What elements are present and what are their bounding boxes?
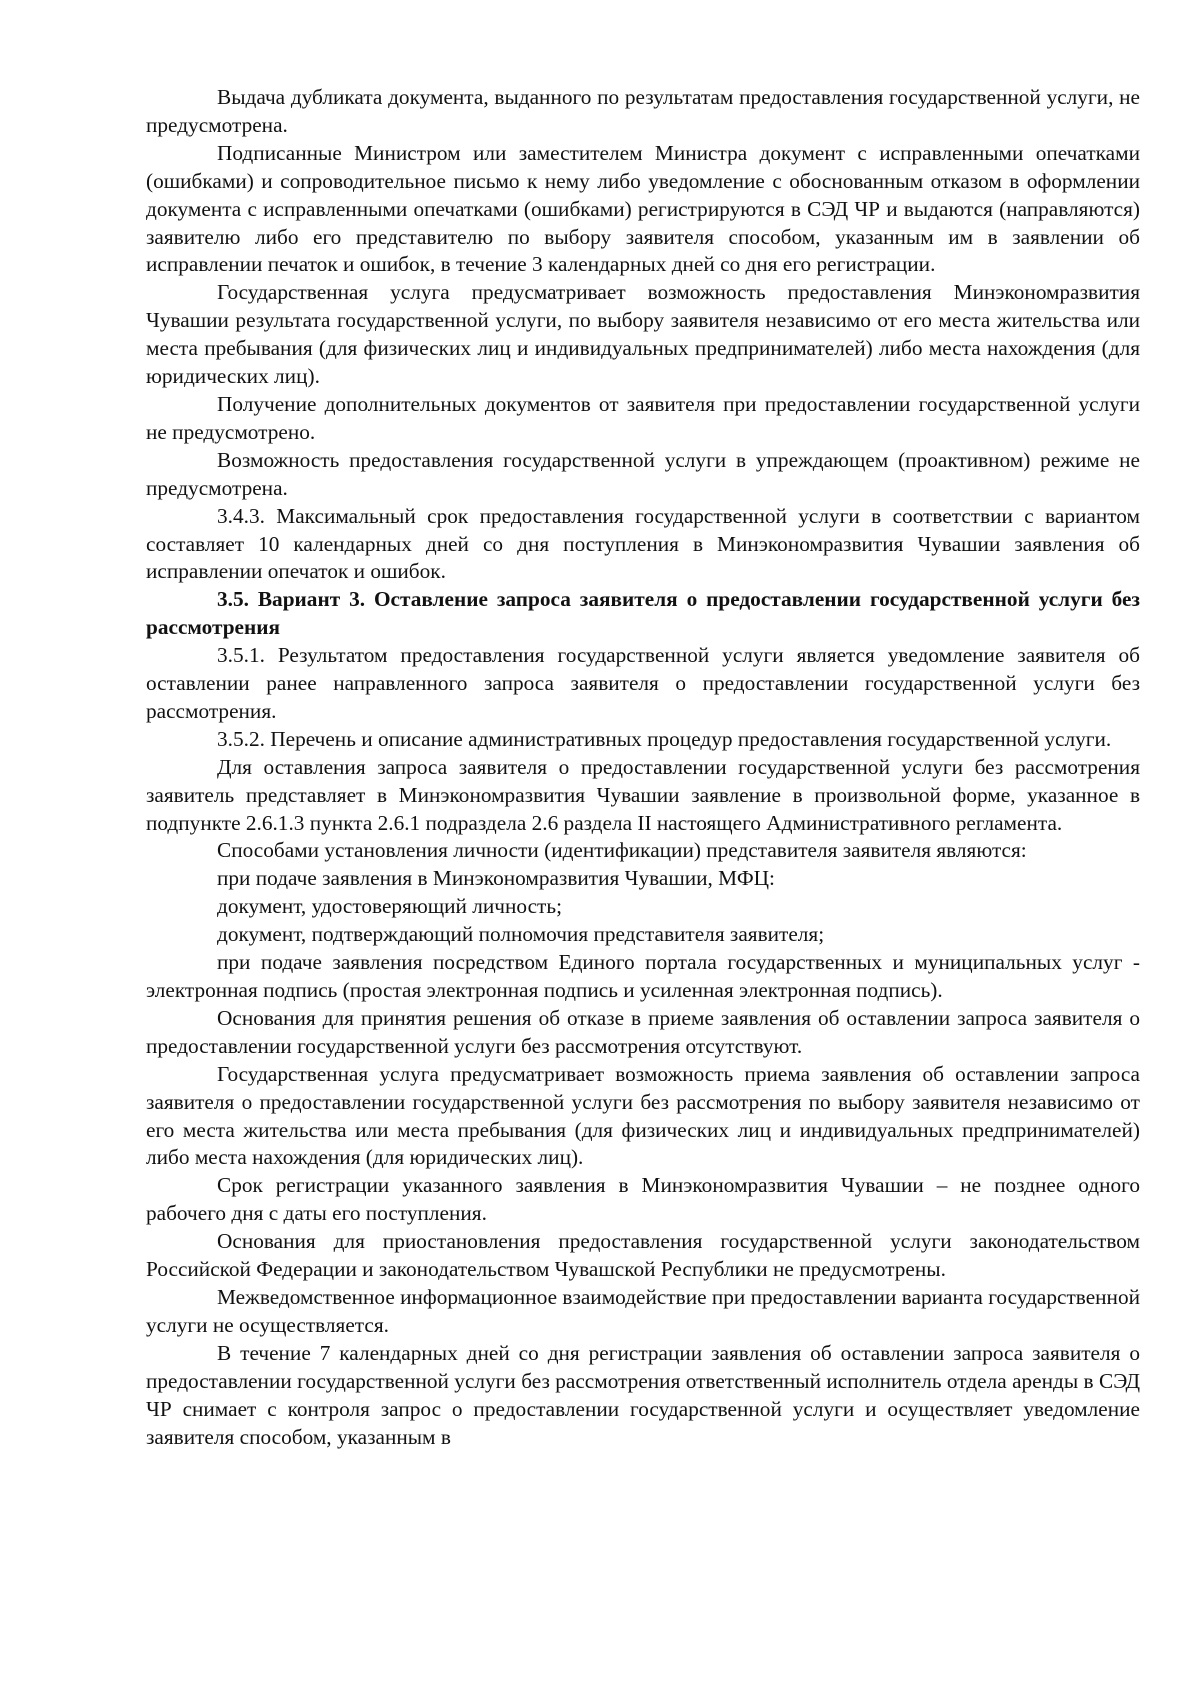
list-item-unified-portal: при подаче заявления посредством Единого портала государственных и муниципальных услуг - электронная подпись (простая электронная подпись и усиленная электронная подпись). xyxy=(146,950,1140,1002)
paragraph-proactive-mode: Возможность предоставления государственной услуги в упреждающем (проактивном) режиме не предусмотрена. xyxy=(146,447,1140,500)
paragraph-seven-day-term: В течение 7 календарных дней со дня регистрации заявления об оставлении запроса заявителя о предоставлении государственной услуги без рассмотрения ответственный исполнитель отдела аренды в СЭД ЧР снимает с контроля запрос о предоставлении государственной услуги и осуществляет уведомление заявителя способом, указанным в xyxy=(146,1340,1140,1449)
paragraph-extraterritorial-result: Государственная услуга предусматривает возможность предоставления Минэкономразвития Чувашии результата государственной услуги, по выбору заявителя независимо от его места жительства или места пребывания (для физических лиц и индивидуальных предпринимателей) либо места нахождения (для юридических лиц). xyxy=(146,280,1140,389)
paragraph-interagency-interaction: Межведомственное информационное взаимодействие при предоставлении варианта государственной услуги не осуществляется. xyxy=(146,1284,1140,1337)
paragraph-extraterritorial-acceptance: Государственная услуга предусматривает возможность приема заявления об оставлении запроса заявителя о предоставлении государственной услуги без рассмотрения по выбору заявителя независимо от его места жительства или места пребывания (для физических лиц и индивидуальных предпринимателей) либо места нахождения (для юридических лиц). xyxy=(146,1061,1140,1170)
paragraph-3-5-2: 3.5.2. Перечень и описание административных процедур предоставления государственной услуги. xyxy=(217,726,1112,751)
paragraph-additional-documents: Получение дополнительных документов от заявителя при предоставлении государственной услуги не предусмотрено. xyxy=(146,391,1140,444)
paragraph-no-refusal-grounds: Основания для принятия решения об отказе в приеме заявления об оставлении запроса заявителя о предоставлении государственной услуги без рассмотрения отсутствуют. xyxy=(146,1005,1140,1058)
list-item-authority-document: документ, подтверждающий полномочия представителя заявителя; xyxy=(217,922,825,947)
paragraph-suspension-grounds: Основания для приостановления предоставления государственной услуги законодательством Российской Федерации и законодательством Чувашской Республики не предусмотрены. xyxy=(146,1229,1140,1282)
paragraph-registration-term: Срок регистрации указанного заявления в Минэкономразвития Чувашии – не позднее одного рабочего дня с даты его поступления. xyxy=(146,1173,1140,1226)
paragraph-identification-methods: Способами установления личности (идентификации) представителя заявителя являются: xyxy=(217,838,1027,863)
paragraph-free-form-application: Для оставления запроса заявителя о предоставлении государственной услуги без рассмотрения заявитель представляет в Минэкономразвития Чувашии заявление в произвольной форме, указанное в подпункте 2.6.1.3 пункта 2.6.1 подраздела 2.6 раздела II настоящего Административного регламента. xyxy=(146,754,1140,835)
paragraph-3-4-3: 3.4.3. Максимальный срок предоставления государственной услуги в соответствии с вариантом составляет 10 календарных дней со дня поступления в Минэкономразвития Чувашии заявления об исправлении опечаток и ошибок. xyxy=(146,503,1140,584)
list-item-in-person: при подаче заявления в Минэкономразвития Чувашии, МФЦ: xyxy=(217,866,775,891)
section-heading-3-5: 3.5. Вариант 3. Оставление запроса заявителя о предоставлении государственной услуги без рассмотрения xyxy=(146,587,1140,640)
paragraph-3-5-1: 3.5.1. Результатом предоставления государственной услуги является уведомление заявителя об оставлении ранее направленного запроса заявителя о предоставлении государственной услуги без рассмотрения. xyxy=(146,643,1140,723)
paragraph-duplicate-not-provided: Выдача дубликата документа, выданного по результатам предоставления государственной услуги, не предусмотрена. xyxy=(146,85,1140,137)
document-page xyxy=(146,84,1140,1451)
paragraph-signed-documents: Подписанные Министром или заместителем Министра документ с исправленными опечатками (ошибками) и сопроводительное письмо к нему либо уведомление с обоснованным отказом в оформлении документа с исправленными опечатками (ошибками) регистрируются в СЭД ЧР и выдаются (направляются) заявителю либо его представителю по выбору заявителя способом, указанным им в заявлении об исправлении печаток и ошибок, в течение 3 календарных дней со дня его регистрации. xyxy=(146,140,1140,277)
list-item-identity-document: документ, удостоверяющий личность; xyxy=(217,894,562,919)
